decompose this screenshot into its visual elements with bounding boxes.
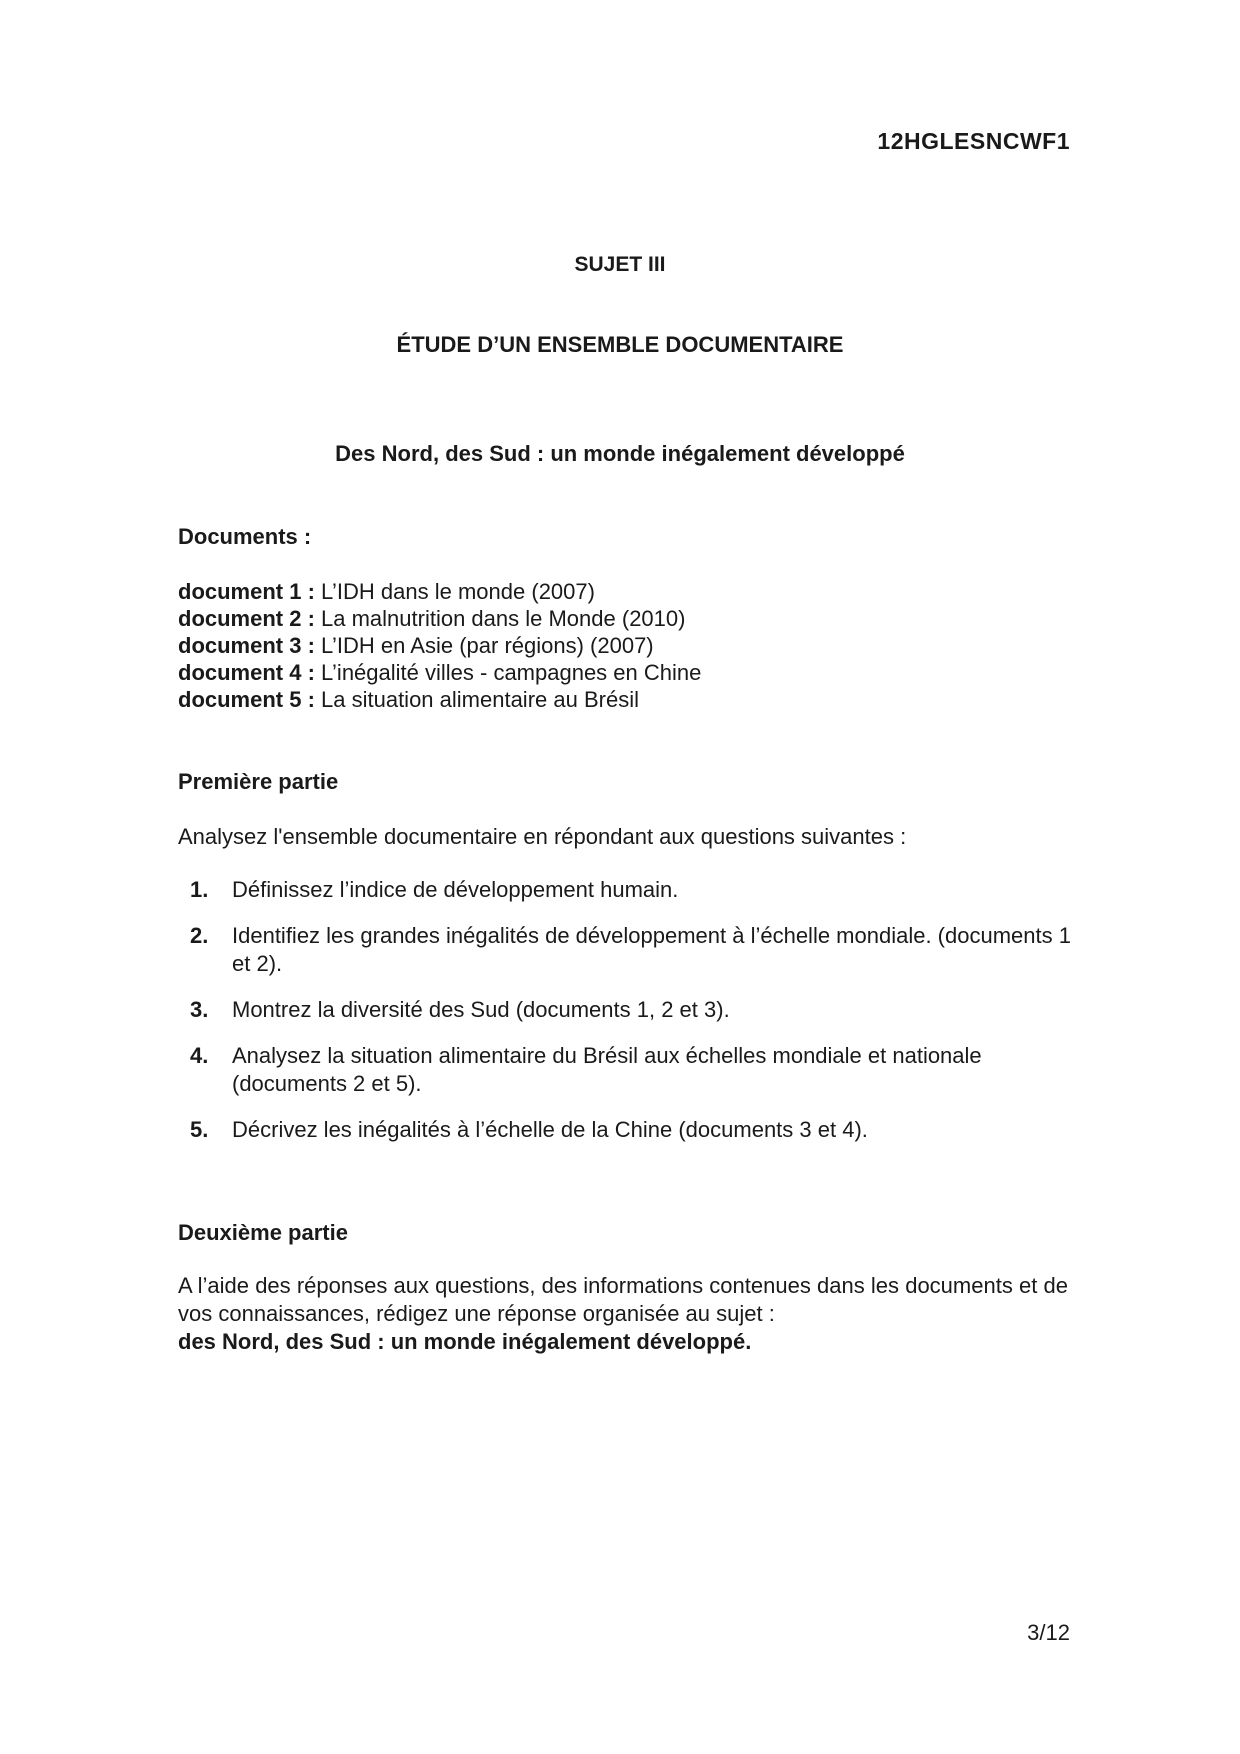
question-text: Identifiez les grandes inégalités de développement à l’échelle mondiale. (documents 1 et 2). [232,923,1071,976]
question-text: Analysez la situation alimentaire du Brésil aux échelles mondiale et nationale (documents 2 et 5). [232,1043,982,1096]
list-item [178,605,701,632]
document-label: document 3 : [178,633,315,658]
theme-title: Des Nord, des Sud : un monde inégalement développé [335,441,905,466]
question-item [178,1116,1078,1144]
part2-heading: Deuxième partie [178,1220,348,1245]
list-item [178,632,701,659]
question-item [178,996,1078,1024]
document-title: L’IDH en Asie (par régions) (2007) [314,633,654,658]
question-item [178,876,1078,904]
question-number: 2. [190,923,209,948]
question-number: 3. [190,997,209,1022]
document-title: L’inégalité villes - campagnes en Chine [314,660,702,685]
document-label: document 1 : [178,579,315,604]
document-title: La situation alimentaire au Brésil [314,687,639,712]
question-number: 5. [190,1117,209,1142]
question-text: Décrivez les inégalités à l’échelle de la Chine (documents 3 et 4). [232,1117,868,1142]
document-code: 12HGLESNCWF1 [877,128,1070,154]
documents-heading: Documents : [178,524,312,549]
question-number: 1. [190,877,209,902]
part1-heading: Première partie [178,769,339,794]
question-text: Montrez la diversité des Sud (documents 1, 2 et 3). [232,997,730,1022]
part1-instruction: Analysez l'ensemble documentaire en répondant aux questions suivantes : [178,824,907,849]
exercise-title: ÉTUDE D’UN ENSEMBLE DOCUMENTAIRE [396,332,844,357]
question-text: Définissez l’indice de développement humain. [232,877,679,902]
page-number: 3/12 [1027,1620,1070,1645]
part2-subject: des Nord, des Sud : un monde inégalement développé. [178,1329,752,1354]
document-label: document 5 : [178,687,315,712]
document-label: document 4 : [178,660,315,685]
question-list [178,876,1078,1162]
part2-instruction: A l’aide des réponses aux questions, des informations contenues dans les documents et de vos connaissances, rédigez une réponse organisée au sujet : [178,1273,1068,1326]
document-title: La malnutrition dans le Monde (2010) [314,606,686,631]
document-label: document 2 : [178,606,315,631]
document-list [178,578,701,713]
list-item [178,686,701,713]
question-number: 4. [190,1043,209,1068]
list-item [178,659,701,686]
question-item [178,922,1078,978]
part2-body [178,1272,1068,1356]
document-title: L’IDH dans le monde (2007) [314,579,595,604]
question-item [178,1042,1078,1098]
list-item [178,578,701,605]
subject-title: SUJET III [574,253,666,276]
